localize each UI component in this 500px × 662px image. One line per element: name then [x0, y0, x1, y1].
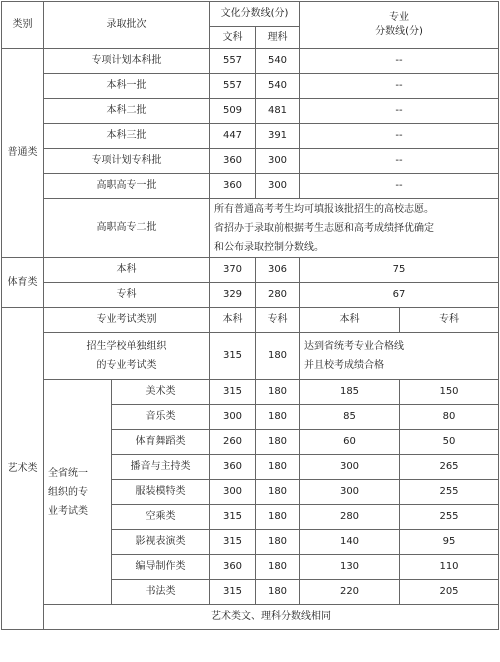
- header-batch: 录取批次: [44, 2, 210, 49]
- sports-row: [2, 258, 499, 283]
- wenke-score: 360: [210, 174, 256, 199]
- like-score: 306: [256, 258, 300, 283]
- benke-score: 300: [210, 480, 256, 505]
- general-row: [2, 74, 499, 99]
- zhuanke-score: 180: [256, 555, 300, 580]
- like-score: 300: [256, 174, 300, 199]
- major-benke-score: 85: [300, 405, 400, 430]
- art-footer-row: [2, 605, 499, 630]
- batch-name: 专项计划本科批: [44, 49, 210, 74]
- major-score: --: [300, 149, 499, 174]
- unified-exam-label: [44, 380, 112, 605]
- header-culture-line: 文化分数线(分): [210, 2, 300, 27]
- zhuanke-score: 180: [256, 333, 300, 380]
- sports-category-label: 体育类: [2, 258, 44, 308]
- general-row: [2, 149, 499, 174]
- like-score: 391: [256, 124, 300, 149]
- major-benke-score: 60: [300, 430, 400, 455]
- batch-name: 本科: [44, 258, 210, 283]
- batch-name: 专项计划专科批: [44, 149, 210, 174]
- art-header-row: [2, 308, 499, 333]
- benke-score: 315: [210, 505, 256, 530]
- benke-score: 260: [210, 430, 256, 455]
- major-zhuanke-score: 205: [400, 580, 499, 605]
- art-category-label: 艺术类: [2, 308, 44, 630]
- school-exam-label-line: 的专业考试类: [96, 360, 157, 371]
- art-type: 空乘类: [112, 505, 210, 530]
- zhuanke-score: 180: [256, 505, 300, 530]
- note-line: 并且校考成绩合格: [304, 360, 384, 371]
- like-score: 540: [256, 49, 300, 74]
- general-row: [2, 124, 499, 149]
- note-line: 达到省统考专业合格线: [304, 341, 404, 352]
- art-type: 美术类: [112, 380, 210, 405]
- art-header-zhuanke: 专科: [256, 308, 300, 333]
- major-score: --: [300, 74, 499, 99]
- art-school-exam-row: [2, 333, 499, 380]
- benke-score: 360: [210, 455, 256, 480]
- note-line: 省招办于录取前根据考生志愿和高考成绩择优确定: [214, 222, 434, 234]
- zhuanke-score: 180: [256, 480, 300, 505]
- art-footer-note: 艺术类文、理科分数线相同: [44, 605, 499, 630]
- art-type: 播音与主持类: [112, 455, 210, 480]
- major-benke-score: 130: [300, 555, 400, 580]
- batch-name: 本科二批: [44, 99, 210, 124]
- batch-name: 高职高专一批: [44, 174, 210, 199]
- major-zhuanke-score: 80: [400, 405, 499, 430]
- benke-score: 360: [210, 555, 256, 580]
- art-type: 服装模特类: [112, 480, 210, 505]
- benke-score: 315: [210, 333, 256, 380]
- header-like: 理科: [256, 27, 300, 49]
- note-line: 和公布录取控制分数线。: [214, 241, 324, 253]
- batch-name: 高职高专二批: [44, 199, 210, 258]
- zhuanke-score: 180: [256, 405, 300, 430]
- zhuanke-score: 180: [256, 580, 300, 605]
- wenke-score: 447: [210, 124, 256, 149]
- batch-name: 本科三批: [44, 124, 210, 149]
- major-zhuanke-score: 95: [400, 530, 499, 555]
- general-row: [2, 174, 499, 199]
- major-benke-score: 300: [300, 455, 400, 480]
- major-score: --: [300, 174, 499, 199]
- header-wenke: 文科: [210, 27, 256, 49]
- wenke-score: 557: [210, 49, 256, 74]
- art-type: 音乐类: [112, 405, 210, 430]
- art-row: [2, 380, 499, 405]
- major-score: 67: [300, 283, 499, 308]
- sports-row: [2, 283, 499, 308]
- major-benke-score: 140: [300, 530, 400, 555]
- major-zhuanke-score: 50: [400, 430, 499, 455]
- benke-score: 315: [210, 530, 256, 555]
- like-score: 481: [256, 99, 300, 124]
- wenke-score: 557: [210, 74, 256, 99]
- major-score: --: [300, 99, 499, 124]
- wenke-score: 360: [210, 149, 256, 174]
- art-header-benke: 本科: [210, 308, 256, 333]
- wenke-score: 509: [210, 99, 256, 124]
- zhuanke-score: 180: [256, 430, 300, 455]
- major-zhuanke-score: 110: [400, 555, 499, 580]
- benke-score: 315: [210, 380, 256, 405]
- major-benke-score: 185: [300, 380, 400, 405]
- major-score: 75: [300, 258, 499, 283]
- art-type: 体育舞蹈类: [112, 430, 210, 455]
- like-score: 300: [256, 149, 300, 174]
- zhuanke-score: 180: [256, 455, 300, 480]
- major-score: --: [300, 124, 499, 149]
- zhuanke-score: 180: [256, 530, 300, 555]
- like-score: 540: [256, 74, 300, 99]
- art-type: 编导制作类: [112, 555, 210, 580]
- benke-score: 300: [210, 405, 256, 430]
- batch-name: 专科: [44, 283, 210, 308]
- art-type: 书法类: [112, 580, 210, 605]
- unified-exam-label-line: 业考试类: [48, 505, 88, 517]
- major-benke-score: 220: [300, 580, 400, 605]
- header-category: 类别: [2, 2, 44, 49]
- header-major-line: [300, 2, 499, 49]
- major-benke-score: 280: [300, 505, 400, 530]
- school-exam-label: [44, 333, 210, 380]
- art-header-exam-type: 专业考试类别: [44, 308, 210, 333]
- general-row: [2, 49, 499, 74]
- wenke-score: 329: [210, 283, 256, 308]
- vocational-2-note: [210, 199, 499, 258]
- art-type: 影视表演类: [112, 530, 210, 555]
- art-header-major-zhuanke: 专科: [400, 308, 499, 333]
- general-row: [2, 99, 499, 124]
- unified-exam-label-line: 全省统一: [48, 467, 88, 479]
- unified-exam-label-line: 组织的专: [48, 486, 88, 498]
- note-line: 所有普通高考考生均可填报该批招生的高校志愿。: [214, 203, 434, 215]
- zhuanke-score: 180: [256, 380, 300, 405]
- major-score: --: [300, 49, 499, 74]
- major-zhuanke-score: 255: [400, 505, 499, 530]
- wenke-score: 370: [210, 258, 256, 283]
- like-score: 280: [256, 283, 300, 308]
- general-row-vocational-2: [2, 199, 499, 258]
- major-zhuanke-score: 150: [400, 380, 499, 405]
- header-major-line-2: 分数线(分): [375, 26, 423, 37]
- school-exam-label-line: 招生学校单独组织: [86, 341, 167, 352]
- batch-name: 本科一批: [44, 74, 210, 99]
- major-zhuanke-score: 255: [400, 480, 499, 505]
- admission-score-table: [1, 1, 499, 630]
- header-major-line-1: 专业: [389, 12, 409, 23]
- general-category-label: 普通类: [2, 49, 44, 258]
- major-benke-score: 300: [300, 480, 400, 505]
- school-exam-note: [300, 333, 499, 380]
- benke-score: 315: [210, 580, 256, 605]
- art-header-major-benke: 本科: [300, 308, 400, 333]
- major-zhuanke-score: 265: [400, 455, 499, 480]
